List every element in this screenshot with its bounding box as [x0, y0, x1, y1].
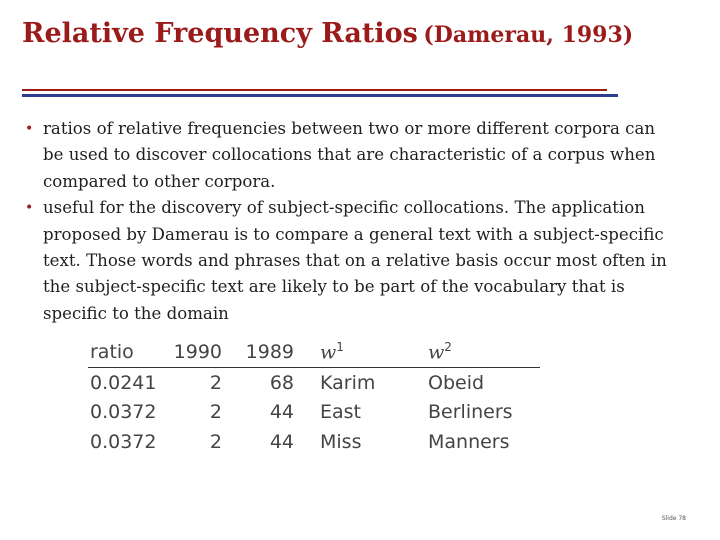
- header-w1-base: w: [320, 341, 337, 364]
- cell-1990: 2: [209, 430, 222, 453]
- bullet-icon: •: [25, 200, 34, 217]
- header-ratio: ratio: [88, 337, 162, 368]
- cell-w1: Miss: [320, 430, 362, 453]
- cell-1989: 44: [269, 401, 294, 424]
- header-w2-base: w: [428, 341, 445, 364]
- header-w2: [424, 337, 540, 368]
- cell-w2: Manners: [428, 430, 510, 453]
- cell-1990: 2: [209, 401, 222, 424]
- frequency-table: [88, 337, 540, 457]
- bullet-list: [24, 116, 674, 327]
- bullet-text: ratios of relative frequencies between two or more different corpora can be used to discover collocations that are characteristic of a corpus when compared to other corpora.: [43, 119, 656, 191]
- bullet-item: [24, 195, 674, 327]
- cell-w1: East: [320, 401, 361, 424]
- header-w1-sup: 1: [336, 340, 344, 355]
- table-row: [88, 427, 540, 457]
- cell-ratio: 0.0372: [90, 401, 157, 424]
- cell-w1: Karim: [320, 371, 376, 394]
- bullet-icon: •: [25, 121, 34, 137]
- cell-1990: 2: [209, 371, 222, 394]
- title-underline-blue: [22, 94, 618, 97]
- title-citation: (Damerau, 1993): [423, 22, 634, 48]
- title-main: Relative Frequency Ratios: [22, 18, 418, 49]
- cell-w2: Obeid: [428, 371, 485, 394]
- header-w2-sup: 2: [444, 340, 452, 355]
- title-underline-red: [22, 89, 607, 91]
- slide-number: Slide 78: [661, 515, 686, 522]
- header-w1: [294, 337, 424, 368]
- bullet-text: useful for the discovery of subject-specific collocations. The application proposed by Damerau is to compare a general text with a subject-specific text. Those words and phrases that on a relative basis occur most often in the subject-specific text are likely to be part of the vocabulary that is specific to the domain: [43, 198, 667, 323]
- header-1989: 1989: [222, 337, 294, 368]
- slide-title: [22, 14, 662, 57]
- table-row: [88, 398, 540, 428]
- cell-1989: 68: [269, 371, 294, 394]
- cell-ratio: 0.0241: [90, 371, 157, 394]
- cell-1989: 44: [269, 430, 294, 453]
- cell-ratio: 0.0372: [90, 430, 157, 453]
- cell-w2: Berliners: [428, 401, 513, 424]
- table-row: [88, 368, 540, 398]
- header-1990: 1990: [162, 337, 222, 368]
- table-header-row: [88, 337, 540, 368]
- bullet-item: [24, 116, 674, 195]
